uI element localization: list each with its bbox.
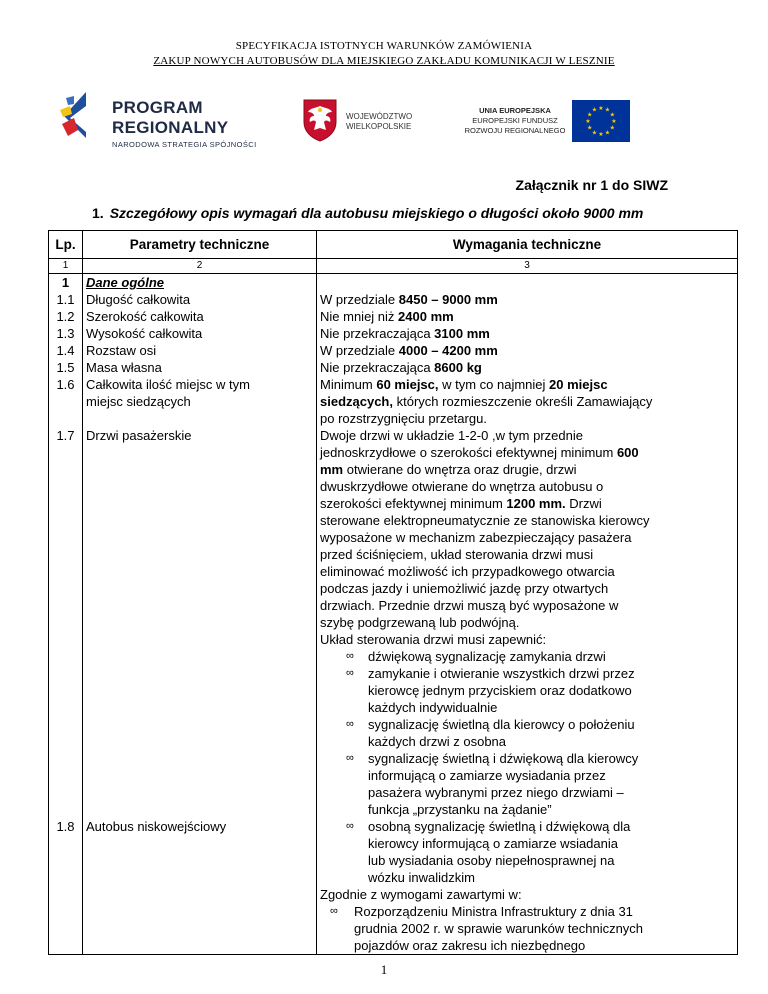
program-regionalny-logo: [60, 88, 270, 158]
list-item: ∞ Rozporządzeniu Ministra Infrastruktury z dnia 31 grudnia 2002 r. w sprawie warunków technicznych pojazdów oraz zakresu ich niezbędnego: [330, 904, 644, 953]
eu-star-icon: ★: [609, 125, 615, 132]
req-width: Nie mniej niż 2400 mm: [320, 309, 454, 324]
bullet-icon: ∞: [330, 905, 338, 917]
nss-label: NARODOWA STRATEGIA SPÓJNOŚCI: [112, 140, 257, 149]
lp-1-6: 1.6: [56, 377, 75, 392]
table-header-row: [49, 231, 738, 259]
wielkopolskie-label: WIELKOPOLSKIE: [346, 122, 412, 131]
req-doors-1: Dwoje drzwi w układzie 1-2-0 ,w tym przednie: [320, 428, 583, 443]
specification-table: [48, 230, 738, 955]
eu-star-icon: ★: [609, 112, 615, 119]
efrr-label-2: ROZWOJU REGIONALNEGO: [464, 126, 566, 135]
lp-1-4: 1.4: [56, 343, 75, 358]
req-length: W przedziale 8450 – 9000 mm: [320, 292, 498, 307]
header-requirements: Wymagania techniczne: [317, 231, 738, 259]
program-label: PROGRAM: [112, 98, 203, 117]
col-number-1: 1: [49, 259, 83, 274]
list-item: ∞ sygnalizację świetlną i dźwiękową dla kierowcy informującą o zamiarze wysiadania przez pasażera wybranymi przez niego drzwiami – funkcja „przystanku na żądanie”: [346, 751, 639, 817]
param-width: Szerokość całkowita: [86, 309, 204, 324]
param-length: Długość całkowita: [86, 292, 191, 307]
bullet-icon: ∞: [346, 650, 354, 662]
section-heading: [92, 205, 643, 221]
page-number: 1: [380, 962, 388, 977]
req-seats-3: po rozstrzygnięciu przetargu.: [320, 411, 487, 426]
req-low-entry-1: Zgodnie z wymogami zawartymi w:: [320, 887, 522, 902]
list-item: ∞ zamykanie i otwieranie wszystkich drzwi przez kierowcę jednym przyciskiem oraz dodatkowo każdych indywidualnie: [346, 666, 635, 715]
lp-1-1: 1.1: [56, 292, 75, 307]
doc-header-line2: ZAKUP NOWYCH AUTOBUSÓW DLA MIEJSKIEGO ZAKŁADU KOMUNIKACJI W LESZNIE: [153, 55, 615, 67]
req-doors-8: przed ściśnięciem, układ sterowania drzwi musi: [320, 547, 594, 562]
lp-cell: [49, 274, 83, 955]
eu-star-icon: ★: [611, 119, 617, 125]
req-doors-13: Układ sterowania drzwi musi zapewnić:: [320, 632, 547, 647]
req-doors-2: jednoskrzydłowe o szerokości efektywnej minimum 600: [320, 445, 639, 460]
param-seats: Całkowita ilość miejsc w tym: [86, 377, 250, 392]
group-lp: 1: [61, 275, 70, 290]
param-low-entry: Autobus niskowejściowy: [86, 819, 227, 834]
param-height: Wysokość całkowita: [86, 326, 203, 341]
eu-star-icon: ★: [604, 107, 611, 114]
req-doors-9: eliminować możliwość ich przypadkowego otwarcia: [320, 564, 615, 579]
section-number: 1.: [92, 205, 104, 221]
eu-star-icon: ★: [598, 132, 604, 138]
bullet-icon: ∞: [346, 667, 354, 679]
efrr-label-1: EUROPEJSKI FUNDUSZ: [472, 116, 558, 125]
req-seats-1: Minimum 60 miejsc, w tym co najmniej 20 miejsc: [320, 377, 608, 392]
requirements-cell: [317, 274, 738, 955]
eu-star-icon: ★: [591, 107, 598, 114]
param-seats-2: miejsc siedzących: [86, 394, 191, 409]
group-title: Dane ogólne: [86, 275, 165, 290]
header-params: Parametry techniczne: [83, 231, 317, 259]
header-lp: Lp.: [49, 231, 83, 259]
bullet-icon: ∞: [346, 718, 354, 730]
eu-star-icon: ★: [604, 130, 611, 137]
eu-flag-icon: [572, 100, 630, 142]
annex-title: Załącznik nr 1 do SIWZ: [515, 177, 668, 193]
col-number-3: 3: [317, 259, 738, 274]
eagle-shield-icon: [302, 98, 338, 142]
eu-star-icon: ★: [587, 125, 593, 132]
eu-star-icon: ★: [587, 112, 593, 119]
req-doors-7: wyposażone w mechanizm zabezpieczający pasażera: [320, 530, 632, 545]
lp-1-3: 1.3: [56, 326, 75, 341]
lp-1-7: 1.7: [56, 428, 75, 443]
req-doors-10: podczas jazdy i uniemożliwić jazdę przy otwartych: [320, 581, 609, 596]
section-title: Szczegółowy opis wymagań dla autobusu miejskiego o długości około 9000 mm: [109, 205, 644, 221]
req-doors-12: szybę podgrzewaną lub podwójną.: [320, 615, 520, 630]
lp-1-8: 1.8: [56, 819, 75, 834]
req-doors-6: sterowane elektropneumatycznie ze stanowiska kierowcy: [320, 513, 650, 528]
column-number-row: [49, 259, 738, 274]
regionalny-label: REGIONALNY: [112, 118, 229, 137]
doc-header-line1: SPECYFIKACJA ISTOTNYCH WARUNKÓW ZAMÓWIENIA: [235, 40, 533, 52]
param-mass: Masa własna: [86, 360, 162, 375]
bullet-icon: ∞: [346, 752, 354, 764]
req-doors-4: dwuskrzydłowe otwierane do wnętrza autobusu o: [320, 479, 604, 494]
params-cell: [83, 274, 317, 955]
eu-logo: [448, 98, 638, 148]
req-doors-11: drzwiach. Przednie drzwi muszą być wyposażone w: [320, 598, 619, 613]
req-doors-3: mm otwierane do wnętrza oraz drugie, drzwi: [320, 462, 577, 477]
req-height: Nie przekraczająca 3100 mm: [320, 326, 490, 341]
list-item: ∞ dźwiękową sygnalizację zamykania drzwi: [346, 649, 606, 664]
lp-1-2: 1.2: [56, 309, 75, 324]
list-item: ∞ sygnalizację świetlną dla kierowcy o położeniu każdych drzwi z osobna: [346, 717, 635, 749]
req-doors-5: szerokości efektywnej minimum 1200 mm. Drzwi: [320, 496, 602, 511]
wielkopolskie-logo: [302, 98, 432, 148]
program-regionalny-mark-icon: [60, 88, 106, 146]
req-seats-2: siedzących, których rozmieszczenie określi Zamawiający: [320, 394, 653, 409]
param-doors: Drzwi pasażerskie: [86, 428, 192, 443]
wojewodztwo-label: WOJEWÓDZTWO: [346, 112, 413, 121]
req-wheelbase: W przedziale 4000 – 4200 mm: [320, 343, 498, 358]
bullet-icon: ∞: [346, 820, 354, 832]
list-item: ∞ osobną sygnalizację świetlną i dźwiękową dla kierowcy informującą o zamiarze wsiadania lub wysiadania osoby niepełnosprawnej na wózku inwalidzkim: [346, 819, 631, 885]
lp-1-5: 1.5: [56, 360, 75, 375]
eu-star-icon: ★: [591, 130, 598, 137]
col-number-2: 2: [83, 259, 317, 274]
req-mass: Nie przekraczająca 8600 kg: [320, 360, 482, 375]
eu-label: UNIA EUROPEJSKA: [479, 106, 551, 115]
table-row: [49, 274, 738, 955]
eu-star-icon: ★: [598, 106, 604, 112]
param-wheelbase: Rozstaw osi: [86, 343, 157, 358]
eu-star-icon: ★: [585, 119, 591, 125]
